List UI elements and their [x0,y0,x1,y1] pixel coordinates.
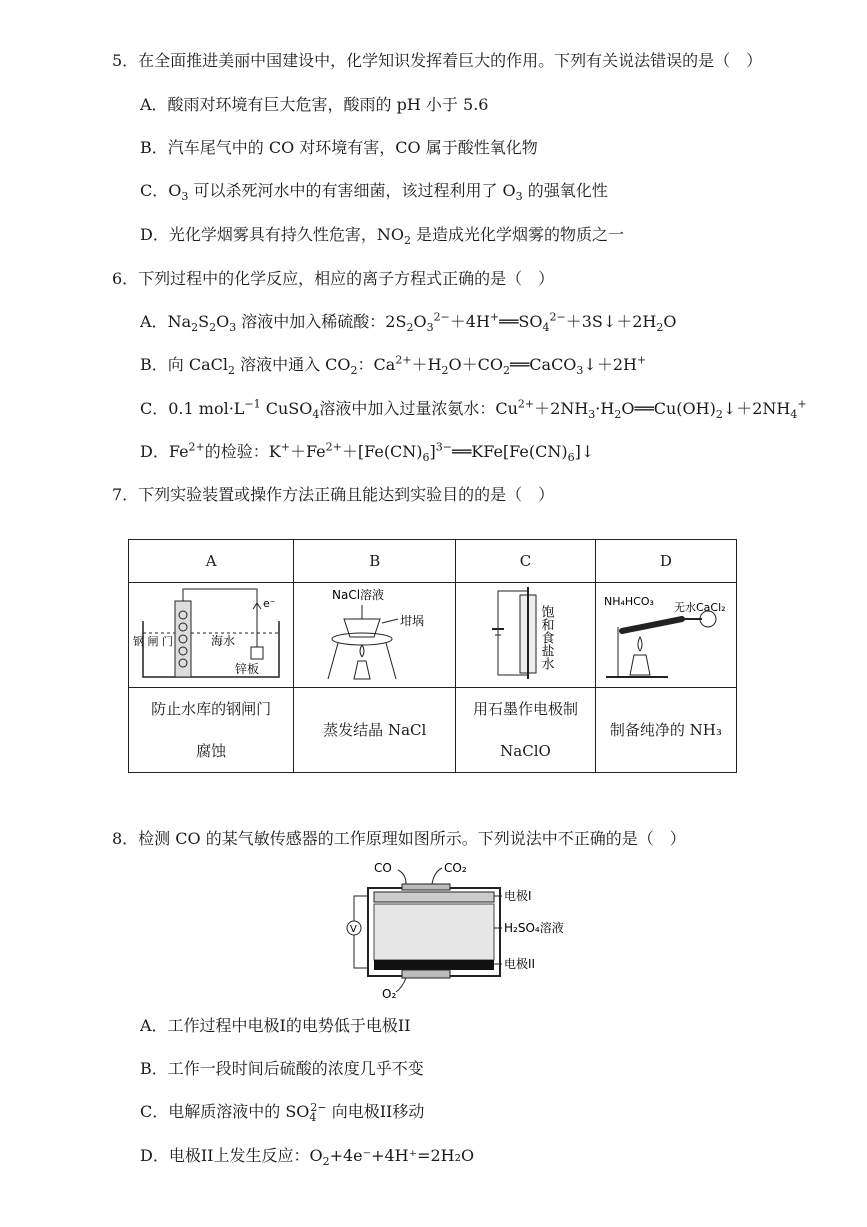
q5-option-c: C．$O_3$ 可以杀死河水中的有害细菌，该过程利用了 $O_3$ 的强氧化性 [140,181,608,204]
experiment-table [128,539,737,773]
co-label: CO [374,861,392,875]
q6-stem: 6．下列过程中的化学反应，相应的离子方程式正确的是（ ） [112,269,555,288]
q5-option-a: A．酸雨对环境有巨大危害，酸雨的 pH 小于 5.6 [140,95,489,114]
gate-label: 钢闸门 [133,635,174,648]
q8-stem: 8．检测 CO 的某气敏传感器的工作原理如图所示。下列说法中不正确的是（ ） [112,829,686,848]
q6-option-c: C．0.1 $mol\cdot L^{-1}$ CuSO$_4$溶液中加入过量浓氨水：$Cu^{2+}+2NH_3\cdot H_2O══Cu(OH)_2↓+2NH_4^+$ [140,397,807,422]
caption-a: 防止水库的钢闸门 腐蚀 [129,688,294,773]
voltmeter-label: V [350,924,357,935]
caption-d: 制备纯净的 NH₃ [595,688,736,773]
electrode-2-label: 电极II [504,957,536,971]
co2-label: CO₂ [444,861,467,875]
q5-option-b: B．汽车尾气中的 CO 对环境有害，CO 属于酸性氧化物 [140,138,538,157]
crucible-label: 坩埚 [399,614,424,628]
caption-c: 用石墨作电极制 NaClO [456,688,595,773]
header-d: D [595,540,736,583]
header-c: C [456,540,595,583]
q5-stem: 5．在全面推进美丽中国建设中，化学知识发挥着巨大的作用。下列有关说法错误的是（ ） [112,51,763,70]
q8-option-c: C．电解质溶液中的 $SO_4^{2-}$ 向电极II移动 [140,1100,425,1125]
brine-label: 饱和食盐水 [538,605,554,670]
q7-stem: 7．下列实验装置或操作方法正确且能达到实验目的的是（ ） [112,485,555,504]
electrode-1-label: 电极I [504,889,532,903]
header-a: A [129,540,294,583]
figure-d [595,583,736,688]
q8-option-a: A．工作过程中电极I的电势低于电极II [140,1016,411,1035]
h2so4-label: H₂SO₄溶液 [504,921,564,935]
figure-c [456,583,595,688]
nacl-solution-label: NaCl溶液 [331,588,384,602]
o2-label: O₂ [382,987,397,1001]
sea-label: 海水 [211,634,236,648]
cacl2-label: 无水CaCl₂ [673,601,726,614]
header-b: B [294,540,456,583]
q6-option-b: B．向 CaCl$_2$ 溶液中通入 $CO_2$：$Ca^{2+}+H_2O+CO_2══CaCO_3↓+2H^+$ [140,353,647,378]
electron-label: e⁻ [263,597,276,610]
caption-b: 蒸发结晶 NaCl [294,688,456,773]
q6-option-d: D．$Fe^{2+}$的检验：$K^++Fe^{2+}+[Fe(CN)_6]^{3-}══KFe[Fe(CN)_6]↓$ [140,440,595,465]
q8-option-b: B．工作一段时间后硫酸的浓度几乎不变 [140,1059,424,1078]
figure-b [294,583,456,688]
sensor-diagram [340,856,570,1002]
zinc-label: 锌板 [235,662,260,676]
nh4hco3-label: NH₄HCO₃ [603,595,654,608]
q5-option-d: D．光化学烟雾具有持久性危害，$NO_2$ 是造成光化学烟雾的物质之一 [140,225,625,248]
figure-a [129,583,294,688]
q6-option-a: A．$Na_2S_2O_3$ 溶液中加入稀硫酸：$2S_2O_3^{2-}+4H^+══SO_4^{2-}+3S↓+2H_2O$ [140,310,677,335]
q8-option-d: D．电极II上发生反应：$O_2+4e^-+4H^+=2H_2O$ [140,1146,475,1169]
